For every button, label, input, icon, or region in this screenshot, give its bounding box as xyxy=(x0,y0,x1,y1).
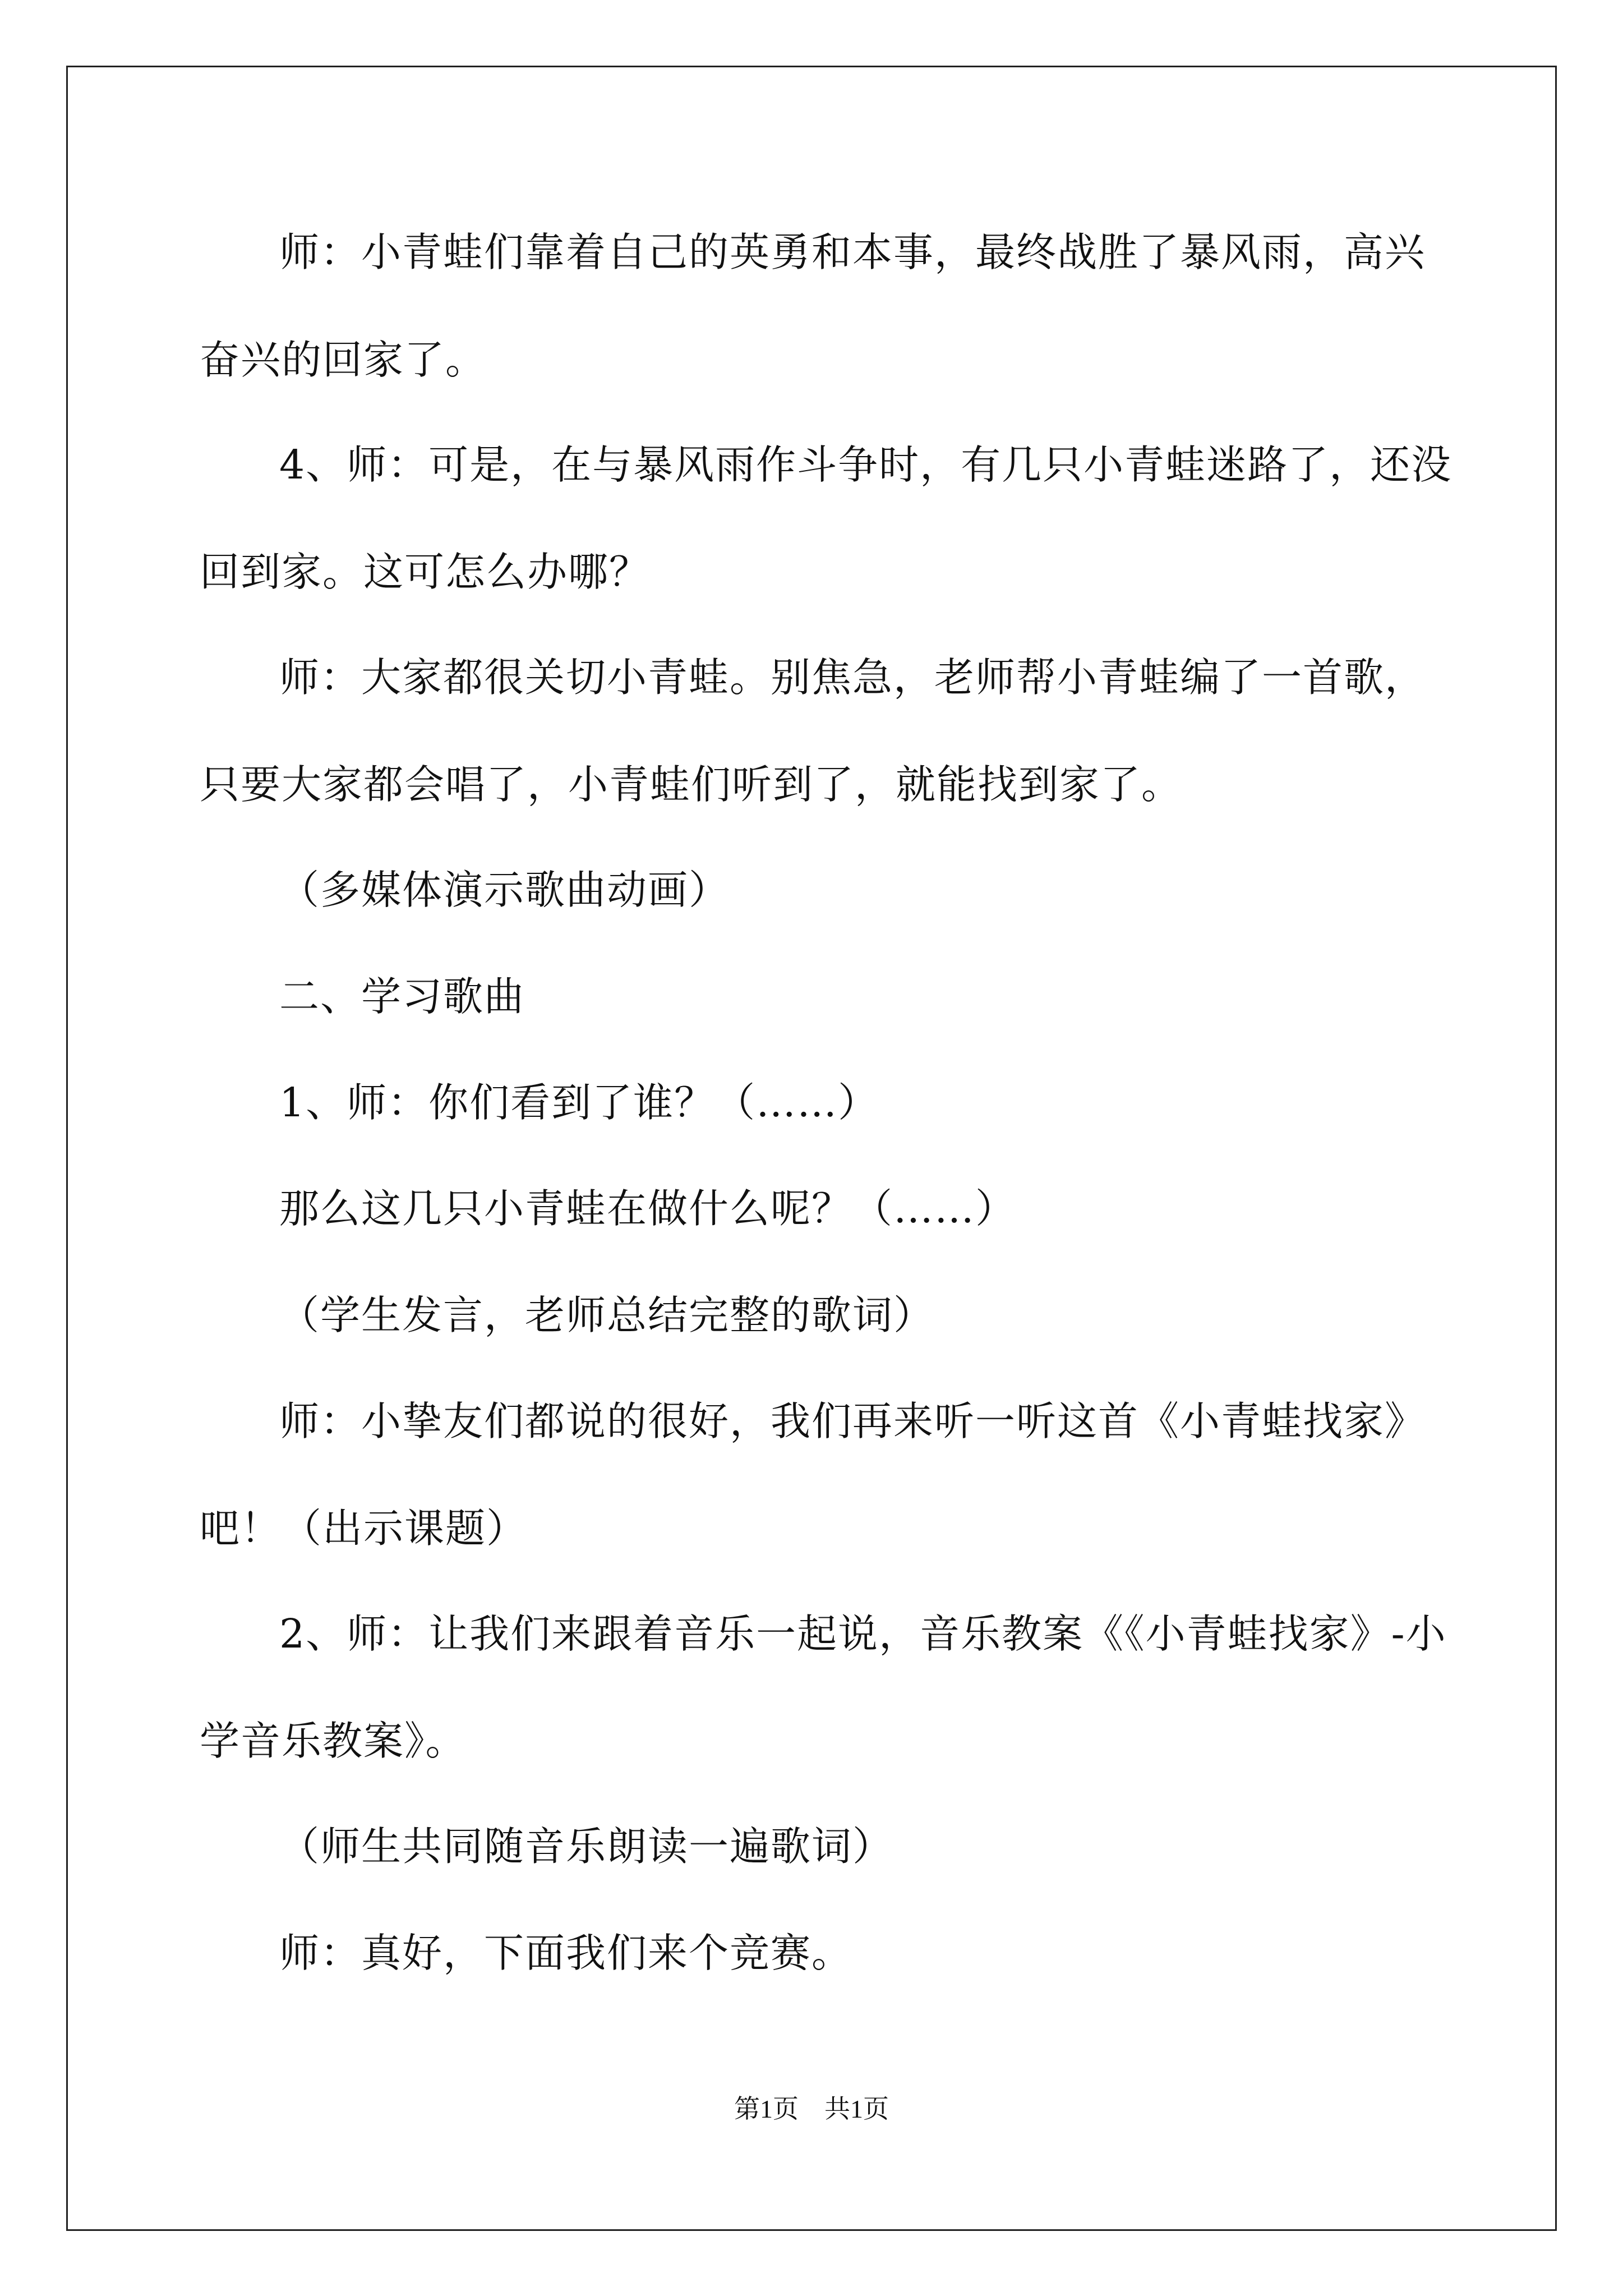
paragraph-line: （师生共同随音乐朗读一遍歌词） xyxy=(279,1823,894,1870)
paragraph-line: 只要大家都会唱了，小青蛙们听到了，就能找到家了。 xyxy=(200,761,1183,808)
paragraph-line: 师：真好，下面我们来个竞赛。 xyxy=(279,1930,853,1976)
paragraph-line: 吧！（出示课题） xyxy=(200,1505,528,1552)
paragraph-line: 2、师：让我们来跟着音乐一起说，音乐教案《《小青蛙找家》-小 xyxy=(279,1611,1447,1657)
paragraph-line: 师：小青蛙们靠着自己的英勇和本事，最终战胜了暴风雨，高兴 xyxy=(279,229,1426,275)
paragraph-line: 学音乐教案》。 xyxy=(200,1718,467,1764)
page-number-footer: 第1页 共1页 xyxy=(734,2095,889,2123)
paragraph-line: 师：小挚友们都说的很好，我们再来听一听这首《小青蛙找家》 xyxy=(279,1398,1426,1444)
paragraph-line: （学生发言，老师总结完整的歌词） xyxy=(279,1292,935,1338)
paragraph-line: 4、师：可是，在与暴风雨作斗争时，有几只小青蛙迷路了，还没 xyxy=(279,441,1453,488)
page-frame xyxy=(66,66,1557,2231)
paragraph-line: 1、师：你们看到了谁？（……） xyxy=(279,1079,879,1126)
section-heading: 二、学习歌曲 xyxy=(279,973,525,1020)
paragraph-line: 那么这几只小青蛙在做什么呢？（……） xyxy=(279,1185,1017,1232)
paragraph-line: 奋兴的回家了。 xyxy=(200,337,487,383)
paragraph-line: 师：大家都很关切小青蛙。别焦急，老师帮小青蛙编了一首歌， xyxy=(279,654,1426,701)
paragraph-line: （多媒体演示歌曲动画） xyxy=(279,867,730,913)
paragraph-line: 回到家。这可怎么办哪？ xyxy=(200,549,651,595)
